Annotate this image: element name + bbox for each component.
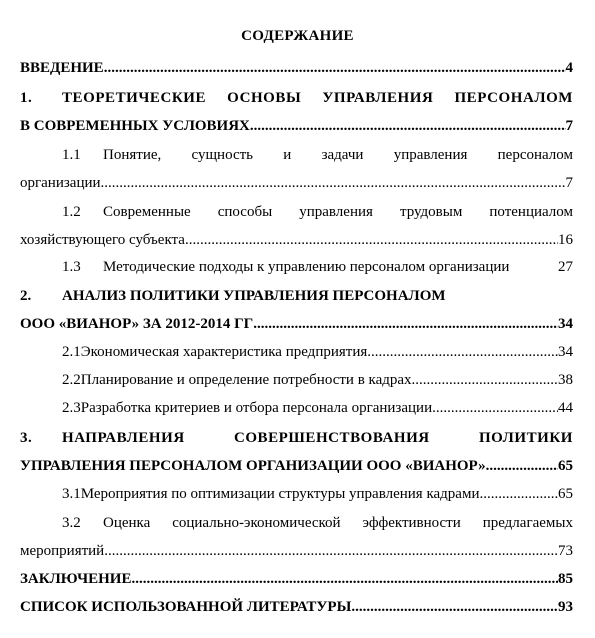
entry-page: 44 (558, 400, 573, 416)
toc-entry-1-2-line-1 (20, 201, 573, 223)
entry-page: 7 (565, 175, 573, 191)
toc-entry-section-2-line-2 (20, 313, 573, 335)
entry-page: 7 (565, 118, 573, 134)
entry-text: организации (20, 175, 101, 191)
leader-dots (253, 313, 558, 335)
entry-page: 4 (565, 60, 573, 76)
toc-entry-section-3-line-1 (20, 427, 573, 449)
entry-text: Мероприятия по оптимизации структуры управления кадрами (80, 486, 480, 502)
section-number: 2.2 (62, 372, 81, 388)
leader-dots (131, 568, 558, 590)
section-number: 1.2 (62, 204, 81, 220)
toc-entry-section-1-line-2 (20, 115, 573, 137)
entry-page: 38 (558, 372, 573, 388)
toc-entry-1-2-line-2 (20, 229, 573, 251)
leader-dots (185, 229, 558, 251)
section-number: 1.3 (62, 259, 81, 275)
leader-dots (432, 397, 558, 419)
entry-page: 34 (558, 344, 573, 360)
entry-text: АНАЛИЗ ПОЛИТИКИ УПРАВЛЕНИЯ ПЕРСОНАЛОМ (62, 288, 446, 304)
leader-dots (351, 596, 558, 618)
leader-dots (250, 115, 566, 137)
leader-dots (479, 483, 558, 505)
toc-entry-3-2-line-1 (20, 512, 573, 534)
section-number: 2.1 (62, 344, 81, 360)
entry-page: 73 (558, 543, 573, 559)
entry-text: СПИСОК ИСПОЛЬЗОВАННОЙ ЛИТЕРАТУРЫ (20, 599, 352, 615)
section-number: 3. (20, 430, 33, 446)
leader-dots (101, 172, 566, 194)
entry-text: Понятие, сущность и задачи управления персоналом (103, 147, 573, 163)
entry-page: 65 (558, 458, 573, 474)
leader-dots (104, 540, 558, 562)
toc-entry-section-1-line-1 (20, 87, 573, 109)
entry-text: ЗАКЛЮЧЕНИЕ (20, 571, 132, 587)
toc-entry-2-3 (20, 397, 573, 419)
leader-dots (412, 369, 558, 391)
entry-text: Оценка социально-экономической эффективности предлагаемых (103, 515, 573, 531)
entry-text: ООО «ВИАНОР» ЗА 2012-2014 ГГ (20, 316, 254, 332)
entry-text: НАПРАВЛЕНИЯ СОВЕРШЕНСТВОВАНИЯ ПОЛИТИКИ (62, 430, 573, 446)
entry-text: Планирование и определение потребности в кадрах (80, 372, 412, 388)
entry-page: 16 (558, 232, 573, 248)
section-number: 3.2 (62, 515, 81, 531)
toc-entry-1-1-line-1 (20, 144, 573, 166)
toc-entry-intro (20, 57, 573, 79)
entry-text: хозяйствующего субъекта (20, 232, 185, 248)
toc-entry-1-1-line-2 (20, 172, 573, 194)
entry-page: 27 (558, 259, 573, 275)
toc-title: СОДЕРЖАНИЕ (241, 28, 354, 44)
leader-dots (104, 57, 566, 79)
entry-text: ВВЕДЕНИЕ (20, 60, 104, 76)
entry-text: УПРАВЛЕНИЯ ПЕРСОНАЛОМ ОРГАНИЗАЦИИ ООО «ВИАНОР» (20, 458, 486, 474)
entry-text: Экономическая характеристика предприятия (80, 344, 368, 360)
toc-entry-3-1 (20, 483, 573, 505)
section-number: 2.3 (62, 400, 81, 416)
entry-text: Современные способы управления трудовым потенциалом (103, 204, 573, 220)
toc-entry-2-2 (20, 369, 573, 391)
leader-dots (486, 455, 558, 477)
section-number: 1. (20, 90, 33, 106)
toc-entry-2-1 (20, 341, 573, 363)
section-number: 3.1 (62, 486, 81, 502)
toc-entry-section-3-line-2 (20, 455, 573, 477)
entry-page: 93 (558, 599, 573, 615)
toc-entry-1-3 (20, 256, 573, 278)
entry-text: Методические подходы к управлению персоналом организации (103, 259, 510, 275)
entry-page: 34 (558, 316, 573, 332)
leader-dots (367, 341, 558, 363)
section-number: 1.1 (62, 147, 81, 163)
entry-text: Разработка критериев и отбора персонала организации (80, 400, 433, 416)
entry-text: В СОВРЕМЕННЫХ УСЛОВИЯХ (20, 118, 250, 134)
toc-entry-references (20, 596, 573, 618)
toc-entry-3-2-line-2 (20, 540, 573, 562)
toc-entry-conclusion (20, 568, 573, 590)
entry-page: 85 (558, 571, 573, 587)
section-number: 2. (20, 288, 32, 304)
toc-entry-section-2-line-1 (20, 285, 573, 307)
entry-text: ТЕОРЕТИЧЕСКИЕ ОСНОВЫ УПРАВЛЕНИЯ ПЕРСОНАЛОМ (62, 90, 573, 106)
entry-page: 65 (558, 486, 573, 502)
entry-text: мероприятий (20, 543, 105, 559)
